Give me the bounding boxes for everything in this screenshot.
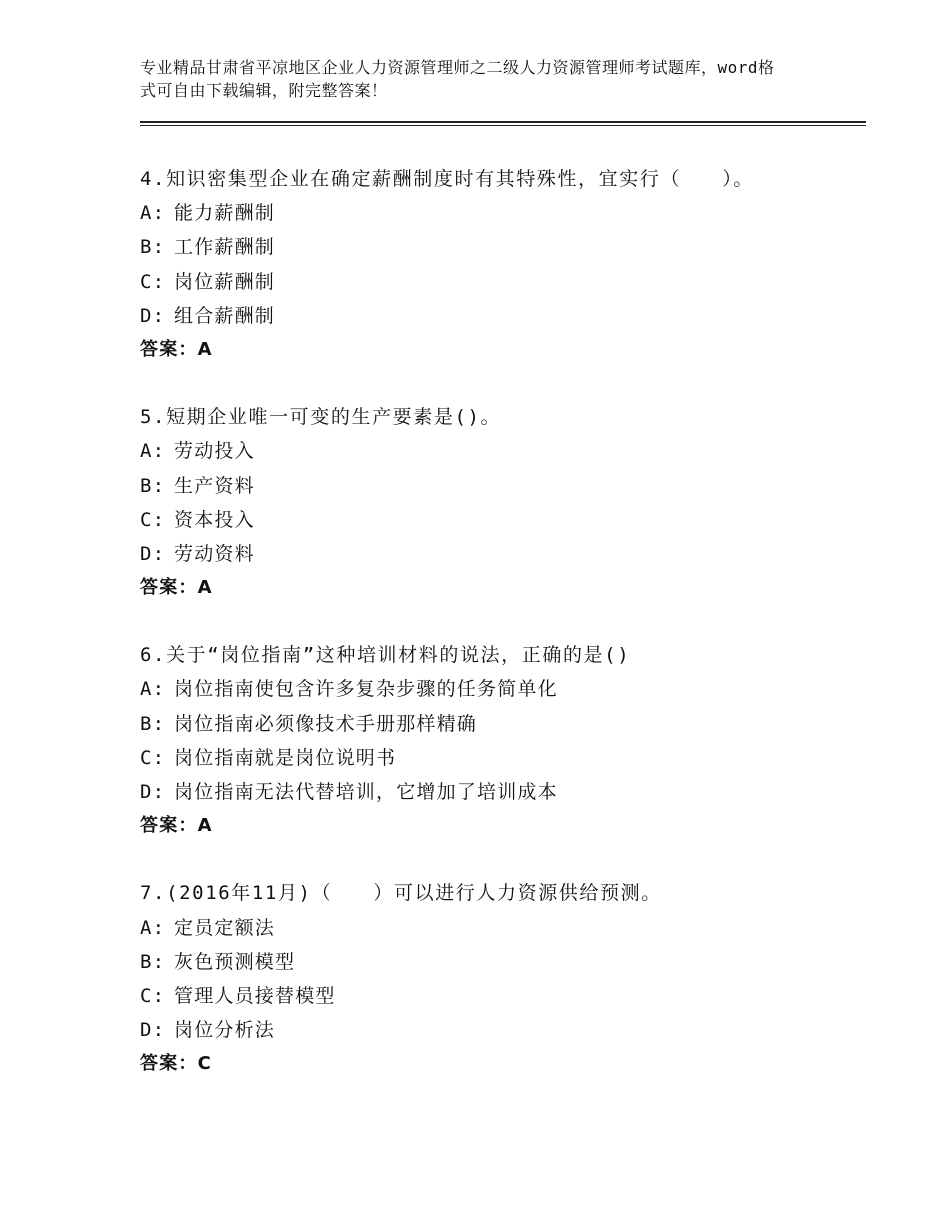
option-c: [140, 265, 860, 299]
question-stem: 7.(2016年11月)（ ）可以进行人力资源供给预测。: [140, 882, 662, 905]
option-c: [140, 979, 860, 1013]
option-text: 岗位指南就是岗位说明书: [174, 746, 397, 769]
option-letter: D:: [140, 542, 166, 565]
option-letter: D:: [140, 781, 166, 803]
option-letter: A:: [140, 440, 166, 463]
option-letter: A:: [140, 916, 166, 939]
answer-line: 答案：A: [140, 338, 213, 360]
option-text: 灰色预测模型: [174, 950, 296, 973]
question-4: [140, 162, 860, 367]
answer-line: 答案：C: [140, 1053, 213, 1075]
option-letter: C:: [140, 508, 166, 531]
question-5: [140, 400, 860, 605]
option-letter: D:: [140, 304, 166, 327]
question-stem: 6.关于“岗位指南”这种培训材料的说法，正确的是(): [140, 644, 631, 667]
option-text: 组合薪酬制: [174, 304, 276, 327]
option-a: [140, 434, 860, 468]
option-a: [140, 672, 860, 706]
option-d: [140, 299, 860, 333]
option-letter: B:: [140, 474, 166, 497]
option-text: 劳动投入: [174, 440, 255, 463]
option-text: 生产资料: [174, 474, 255, 497]
option-text: 岗位分析法: [174, 1019, 276, 1042]
answer-line: 答案：A: [140, 815, 213, 837]
option-a: [140, 196, 860, 230]
option-c: [140, 503, 860, 537]
option-text: 管理人员接替模型: [174, 984, 336, 1007]
answer-line: 答案：A: [140, 577, 213, 599]
question-7: [140, 876, 860, 1081]
option-b: [140, 469, 860, 503]
header-rule-thin: [140, 125, 866, 126]
question-stem: 5.短期企业唯一可变的生产要素是()。: [140, 406, 502, 429]
option-letter: C:: [140, 746, 166, 769]
option-d: [140, 1013, 860, 1047]
question-6: [140, 638, 860, 843]
option-text: 工作薪酬制: [174, 236, 276, 259]
option-letter: A:: [140, 202, 166, 225]
option-letter: B:: [140, 712, 166, 735]
option-c: [140, 741, 860, 775]
option-letter: D:: [140, 1019, 166, 1042]
option-text: 劳动资料: [174, 542, 255, 565]
option-text: 岗位指南无法代替培训，它增加了培训成本: [174, 781, 558, 803]
option-letter: C:: [140, 270, 166, 293]
option-a: [140, 911, 860, 945]
option-b: [140, 707, 860, 741]
document-header: 专业精品甘肃省平凉地区企业人力资源管理师之二级人力资源管理师考试题库，word格式可自由下载编辑，附完整答案！: [140, 58, 775, 100]
option-letter: B:: [140, 950, 166, 973]
option-d: [140, 537, 860, 571]
option-b: [140, 945, 860, 979]
option-letter: B:: [140, 236, 166, 259]
option-text: 资本投入: [174, 508, 255, 531]
option-text: 定员定额法: [174, 916, 276, 939]
option-text: 岗位薪酬制: [174, 270, 276, 293]
option-b: [140, 230, 860, 264]
option-letter: A:: [140, 678, 166, 701]
option-d: [140, 775, 860, 809]
question-stem: 4.知识密集型企业在确定薪酬制度时有其特殊性，宜实行（ ）。: [140, 168, 754, 190]
header-rule-thick: [140, 121, 866, 123]
option-text: 岗位指南必须像技术手册那样精确: [174, 712, 478, 735]
option-text: 岗位指南使包含许多复杂步骤的任务简单化: [174, 678, 558, 701]
question-list: [140, 162, 860, 1115]
option-letter: C:: [140, 984, 166, 1007]
option-text: 能力薪酬制: [174, 202, 276, 225]
